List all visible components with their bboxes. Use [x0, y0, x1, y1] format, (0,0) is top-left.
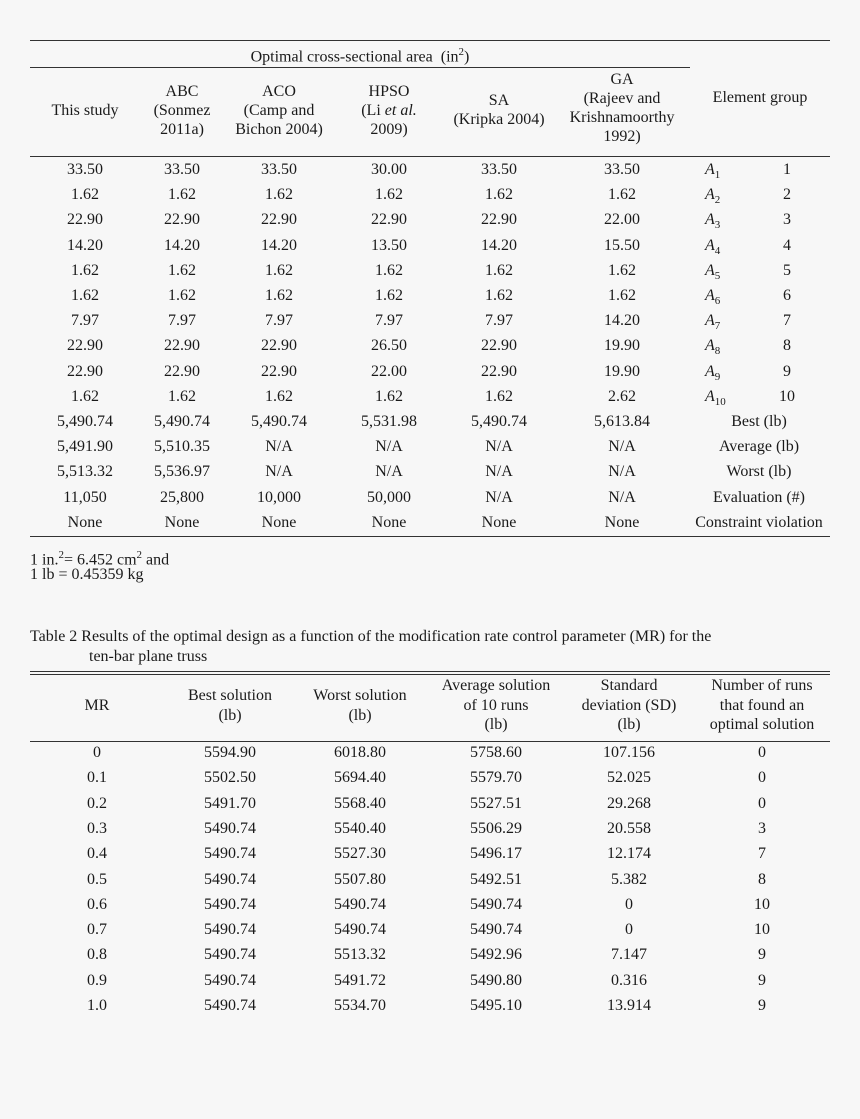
table2-cell: 5491.72	[334, 971, 386, 989]
table2-cell: 52.025	[607, 769, 651, 787]
table1-row-label: Average (lb)	[718, 438, 800, 456]
table1-span-rule	[30, 67, 690, 68]
table2-cell: 5490.74	[204, 895, 256, 913]
table1-cell: N/A	[485, 463, 513, 481]
table2-cell: 7.147	[611, 946, 647, 964]
table1-note-area: 1 in.$^2$= 6.452 $cm^2$ and	[30, 549, 170, 569]
table2-cell: 5490.74	[204, 921, 256, 939]
table1-cell: 1.62	[375, 387, 403, 405]
table1-cell: 1.62	[265, 186, 293, 204]
table1-cell: 14.20	[67, 236, 103, 254]
table1-cell: 22.00	[604, 211, 640, 229]
table2-col-header-2-line-1: (lb)	[348, 706, 372, 724]
table1-element-group-number: 6	[783, 287, 791, 304]
table1-top-rule	[30, 40, 830, 41]
table1-cell: 30.00	[371, 161, 407, 178]
table1-element-group-var: $A_5$	[705, 261, 721, 282]
table1-cell: 5,491.90	[57, 438, 113, 456]
table2-col-header-5-line-1: that found an	[719, 696, 805, 714]
table1-row-label: Evaluation (#)	[713, 488, 805, 506]
table2-cell: 0.7	[87, 921, 107, 939]
table2-cell: 10	[754, 921, 770, 939]
table1-cell: 1.62	[265, 387, 293, 405]
table1-element-group-number: 1	[783, 161, 791, 178]
table1-cell: None	[67, 513, 103, 531]
table2-cell: 29.268	[607, 794, 651, 812]
table1-col-header-5-line-2: Krishnamoorthy	[569, 109, 675, 126]
table2-cell: 5490.74	[334, 921, 386, 939]
table2-cell: 0	[758, 794, 766, 812]
table2-cell: 3	[758, 819, 766, 837]
table1-element-group-var: $A_7$	[705, 312, 721, 333]
table1-cell: None	[604, 513, 640, 531]
table1-cell: 1.62	[168, 261, 196, 279]
table1-span-header: Optimal cross-sectional area $(in^2)$	[250, 46, 470, 66]
table1-cell: 26.50	[371, 337, 407, 355]
table1-cell: 22.90	[481, 337, 517, 355]
table1-cell: 33.50	[604, 161, 640, 178]
table1-cell: 14.20	[604, 312, 640, 330]
table1-cell: 22.90	[164, 362, 200, 380]
table2-cell: 5568.40	[334, 794, 386, 812]
table1-cell: 1.62	[485, 387, 513, 405]
table1-cell: 2.62	[608, 387, 636, 405]
table1-cell: 1.62	[265, 261, 293, 279]
table1-cell: 7.97	[168, 312, 196, 330]
table2-cell: 0	[758, 744, 766, 761]
table1-element-group-var: $A_2$	[705, 186, 721, 207]
table1-cell: 22.90	[164, 337, 200, 355]
table1-cell: 1.62	[265, 287, 293, 304]
table2-cell: 10	[754, 895, 770, 913]
table2-cell: 0.9	[87, 971, 107, 989]
table2-cell: 5490.74	[204, 946, 256, 964]
table1-cell: 1.62	[485, 287, 513, 304]
table2-cell: 5527.51	[470, 794, 522, 812]
table1-cell: 11,050	[63, 488, 107, 506]
table1-cell: N/A	[375, 438, 403, 456]
table1-row-label: Best (lb)	[731, 413, 787, 430]
table1-cell: 5,513.32	[57, 463, 113, 481]
table1-cell: None	[481, 513, 517, 531]
table1-cell: 14.20	[261, 236, 297, 254]
table1-element-group-var: $A_3$	[705, 211, 721, 232]
table1-cell: 5,490.74	[57, 413, 113, 430]
table2-cell: 5490.74	[470, 895, 522, 913]
table1-row-label: Constraint violation	[695, 513, 823, 531]
table2-cell: 5492.96	[470, 946, 522, 964]
table2-cell: 5490.74	[470, 921, 522, 939]
table1-cell: N/A	[485, 488, 513, 506]
table1-col-header-5-line-1: (Rajeev and	[583, 90, 661, 107]
table1-cell: 7.97	[375, 312, 403, 330]
table1-col-header-2-line-1: (Camp and	[243, 102, 315, 119]
table1-note-mass: 1 lb = 0.45359 kg	[30, 566, 144, 583]
table1-cell: 5,490.74	[471, 413, 527, 430]
table2-cell: 0.3	[87, 819, 107, 837]
table2-cell: 5495.10	[470, 997, 522, 1014]
table2-cell: 5496.17	[470, 845, 522, 863]
table1-element-group-number: 4	[783, 236, 791, 254]
table1-col-header-2-line-2: Bichon 2004)	[235, 121, 323, 138]
table2-cell: 9	[758, 997, 766, 1014]
table2-cell: 5502.50	[204, 769, 256, 787]
table2-col-header-5-line-0: Number of runs	[711, 677, 813, 694]
table1-cell: 1.62	[71, 261, 99, 279]
table1-cell: 1.62	[608, 261, 636, 279]
table1-cell: 1.62	[71, 387, 99, 405]
table2-cell: 5507.80	[334, 870, 386, 888]
table2-cell: 8	[758, 870, 766, 888]
table1-cell: 1.62	[375, 186, 403, 204]
table1-cell: N/A	[608, 463, 636, 481]
table1-cell: 22.90	[67, 337, 103, 355]
table2-cell: 5534.70	[334, 997, 386, 1014]
table2-col-header-3-line-2: (lb)	[484, 716, 508, 733]
table1-cell: 33.50	[164, 161, 200, 178]
table1-cell: 22.90	[481, 211, 517, 229]
table2-cell: 107.156	[603, 744, 655, 761]
table1-cell: 19.90	[604, 362, 640, 380]
table1-col-header-4-line-1: (Kripka 2004)	[453, 111, 545, 128]
table1-cell: N/A	[265, 463, 293, 481]
table1-element-group-number: 3	[783, 211, 791, 229]
table2-cell: 5.382	[611, 870, 647, 888]
table2-col-header-3-line-1: of 10 runs	[463, 696, 529, 714]
table2-col-header-2-line-0: Worst solution	[313, 687, 407, 704]
table1-cell: 22.90	[261, 211, 297, 229]
table1-col-header-4-line-0: SA	[488, 92, 510, 109]
table1-cell: 5,613.84	[594, 413, 650, 430]
table1-cell: 1.62	[71, 287, 99, 304]
table1-cell: 1.62	[485, 186, 513, 204]
table1-col-header-2-line-0: ACO	[262, 83, 296, 100]
table1-col-header-1-line-2: 2011a)	[160, 121, 204, 138]
table1-cell: 10,000	[257, 488, 301, 506]
table1-cell: 19.90	[604, 337, 640, 355]
table1-cell: 14.20	[164, 236, 200, 254]
table2-cell: 7	[758, 845, 766, 863]
table2-cell: 0	[625, 895, 633, 913]
table1-element-group-number: 7	[783, 312, 791, 330]
table2-top-rule-2	[30, 674, 830, 675]
table2-cell: 0.2	[87, 794, 107, 812]
table2-cell: 5594.90	[204, 744, 256, 761]
table1-cell: N/A	[608, 438, 636, 456]
table1-cell: None	[164, 513, 200, 531]
table2-cell: 5492.51	[470, 870, 522, 888]
table1-cell: 1.62	[168, 287, 196, 304]
table1-cell: N/A	[608, 488, 636, 506]
table2-cell: 0.1	[87, 769, 107, 787]
table1-cell: 1.62	[168, 186, 196, 204]
table2-cell: 5527.30	[334, 845, 386, 863]
table1-header-rule	[30, 156, 830, 157]
table2-cell: 6018.80	[334, 744, 386, 761]
table2-cell: 5490.74	[204, 845, 256, 863]
table1-cell: 5,490.74	[251, 413, 307, 430]
table1-cell: 33.50	[481, 161, 517, 178]
table1-cell: 1.62	[375, 261, 403, 279]
table2-col-header-5-line-2: optimal solution	[709, 716, 815, 733]
table1-cell: 22.90	[261, 362, 297, 380]
table2-cell: 5490.74	[204, 870, 256, 888]
table1-element-group-var: $A_6$	[705, 287, 721, 308]
table2-cell: 12.174	[607, 845, 651, 863]
table2-cell: 5490.74	[204, 819, 256, 837]
table1-cell: 50,000	[367, 488, 411, 506]
table2-cell: 20.558	[607, 819, 651, 837]
table1-cell: 5,490.74	[154, 413, 210, 430]
table1-cell: 1.62	[608, 186, 636, 204]
table2-cell: 0.316	[611, 971, 647, 989]
table1-cell: 33.50	[261, 161, 297, 178]
table1-cell: 5,536.97	[154, 463, 210, 481]
table1-element-group-var: $A_{10}$	[705, 387, 726, 408]
table1-cell: N/A	[485, 438, 513, 456]
table2-col-header-4-line-1: deviation (SD)	[581, 696, 677, 714]
table2-cell: 5491.70	[204, 794, 256, 812]
table1-col-header-3-line-0: HPSO	[368, 83, 410, 100]
table2-cell: 9	[758, 971, 766, 989]
table2-cell: 5694.40	[334, 769, 386, 787]
table1-cell: N/A	[265, 438, 293, 456]
table2-cell: 5540.40	[334, 819, 386, 837]
table1-cell: 22.00	[371, 362, 407, 380]
table2-cell: 0	[625, 921, 633, 939]
table1-col-header-5-line-3: 1992)	[603, 128, 641, 145]
table1-element-group-var: $A_1$	[705, 161, 721, 182]
table2-cell: 0.6	[87, 895, 107, 913]
table2-cell: 0	[758, 769, 766, 787]
table1-cell: 22.90	[371, 211, 407, 229]
table2-col-header-0-line-0: MR	[84, 697, 110, 714]
table1-cell: 22.90	[67, 211, 103, 229]
table1-bottom-rule	[30, 536, 830, 537]
table2-top-rule-1	[30, 671, 830, 672]
table1-cell: 1.62	[71, 186, 99, 204]
table1-col-header-0-line-0: This study	[51, 102, 119, 119]
table1-cell: 7.97	[71, 312, 99, 330]
table2-caption-line2: ten-bar plane truss	[89, 648, 208, 665]
table1-cell: 1.62	[485, 261, 513, 279]
table1-group-header: Element group	[712, 89, 808, 106]
table2-col-header-1-line-0: Best solution	[187, 687, 272, 704]
table2-col-header-4-line-2: (lb)	[617, 716, 641, 733]
table1-cell: 22.90	[164, 211, 200, 229]
table1-cell: 1.62	[168, 387, 196, 405]
table2-cell: 5490.74	[204, 997, 256, 1014]
table1-cell: 22.90	[481, 362, 517, 380]
table1-cell: 14.20	[481, 236, 517, 254]
table1-cell: 1.62	[608, 287, 636, 304]
table1-row-label: Worst (lb)	[726, 463, 792, 481]
table1-cell: 15.50	[604, 236, 640, 254]
table1-col-header-3-line-1: (Li et al.	[361, 102, 417, 119]
table2-cell: 5579.70	[470, 769, 522, 787]
table2-cell: 0	[93, 744, 101, 761]
table2-cell: 5490.74	[334, 895, 386, 913]
table1-element-group-number: 8	[783, 337, 791, 355]
table1-cell: 22.90	[67, 362, 103, 380]
table2-cell: 5490.74	[204, 971, 256, 989]
table2-cell: 9	[758, 946, 766, 964]
table1-cell: 7.97	[485, 312, 513, 330]
table1-col-header-1-line-1: (Sonmez	[153, 102, 211, 119]
table1-cell: 7.97	[265, 312, 293, 330]
table1-element-group-number: 2	[783, 186, 791, 204]
table2-col-header-1-line-1: (lb)	[218, 706, 242, 724]
table1-cell: 13.50	[371, 236, 407, 254]
table1-cell: 1.62	[375, 287, 403, 304]
table1-col-header-3-line-2: 2009)	[370, 121, 408, 138]
table1-col-header-5-line-0: GA	[610, 71, 634, 88]
table1-cell: 25,800	[160, 488, 204, 506]
table1-element-group-var: $A_8$	[705, 337, 721, 358]
table2-col-header-3-line-0: Average solution	[441, 677, 551, 694]
table1-element-group-var: $A_4$	[705, 236, 721, 257]
table1-cell: None	[261, 513, 297, 531]
table2-cell: 5506.29	[470, 819, 522, 837]
table2-col-header-4-line-0: Standard	[600, 677, 658, 694]
table2-cell: 5513.32	[334, 946, 386, 964]
table1-element-group-number: 10	[779, 387, 795, 405]
table1-col-header-1-line-0: ABC	[165, 83, 199, 100]
table2-cell: 1.0	[87, 997, 107, 1014]
table2-caption-line1: Table 2 Results of the optimal design as a function of the modification rate control parameter (MR) for the	[30, 628, 712, 645]
table2-cell: 13.914	[607, 997, 651, 1014]
table2-cell: 5758.60	[470, 744, 522, 761]
table1-cell: 22.90	[261, 337, 297, 355]
table1-element-group-number: 5	[783, 261, 791, 279]
table2-cell: 5490.80	[470, 971, 522, 989]
table1-cell: 5,531.98	[361, 413, 417, 430]
table1-cell: 5,510.35	[154, 438, 210, 456]
table2-cell: 0.5	[87, 870, 107, 888]
table1-cell: N/A	[375, 463, 403, 481]
table1-cell: 33.50	[67, 161, 103, 178]
table2-cell: 0.8	[87, 946, 107, 964]
table2-header-rule	[30, 741, 830, 742]
table2-cell: 0.4	[87, 845, 107, 863]
table1-cell: None	[371, 513, 407, 531]
table1-element-group-var: $A_9$	[705, 362, 721, 383]
table1-element-group-number: 9	[783, 362, 791, 380]
